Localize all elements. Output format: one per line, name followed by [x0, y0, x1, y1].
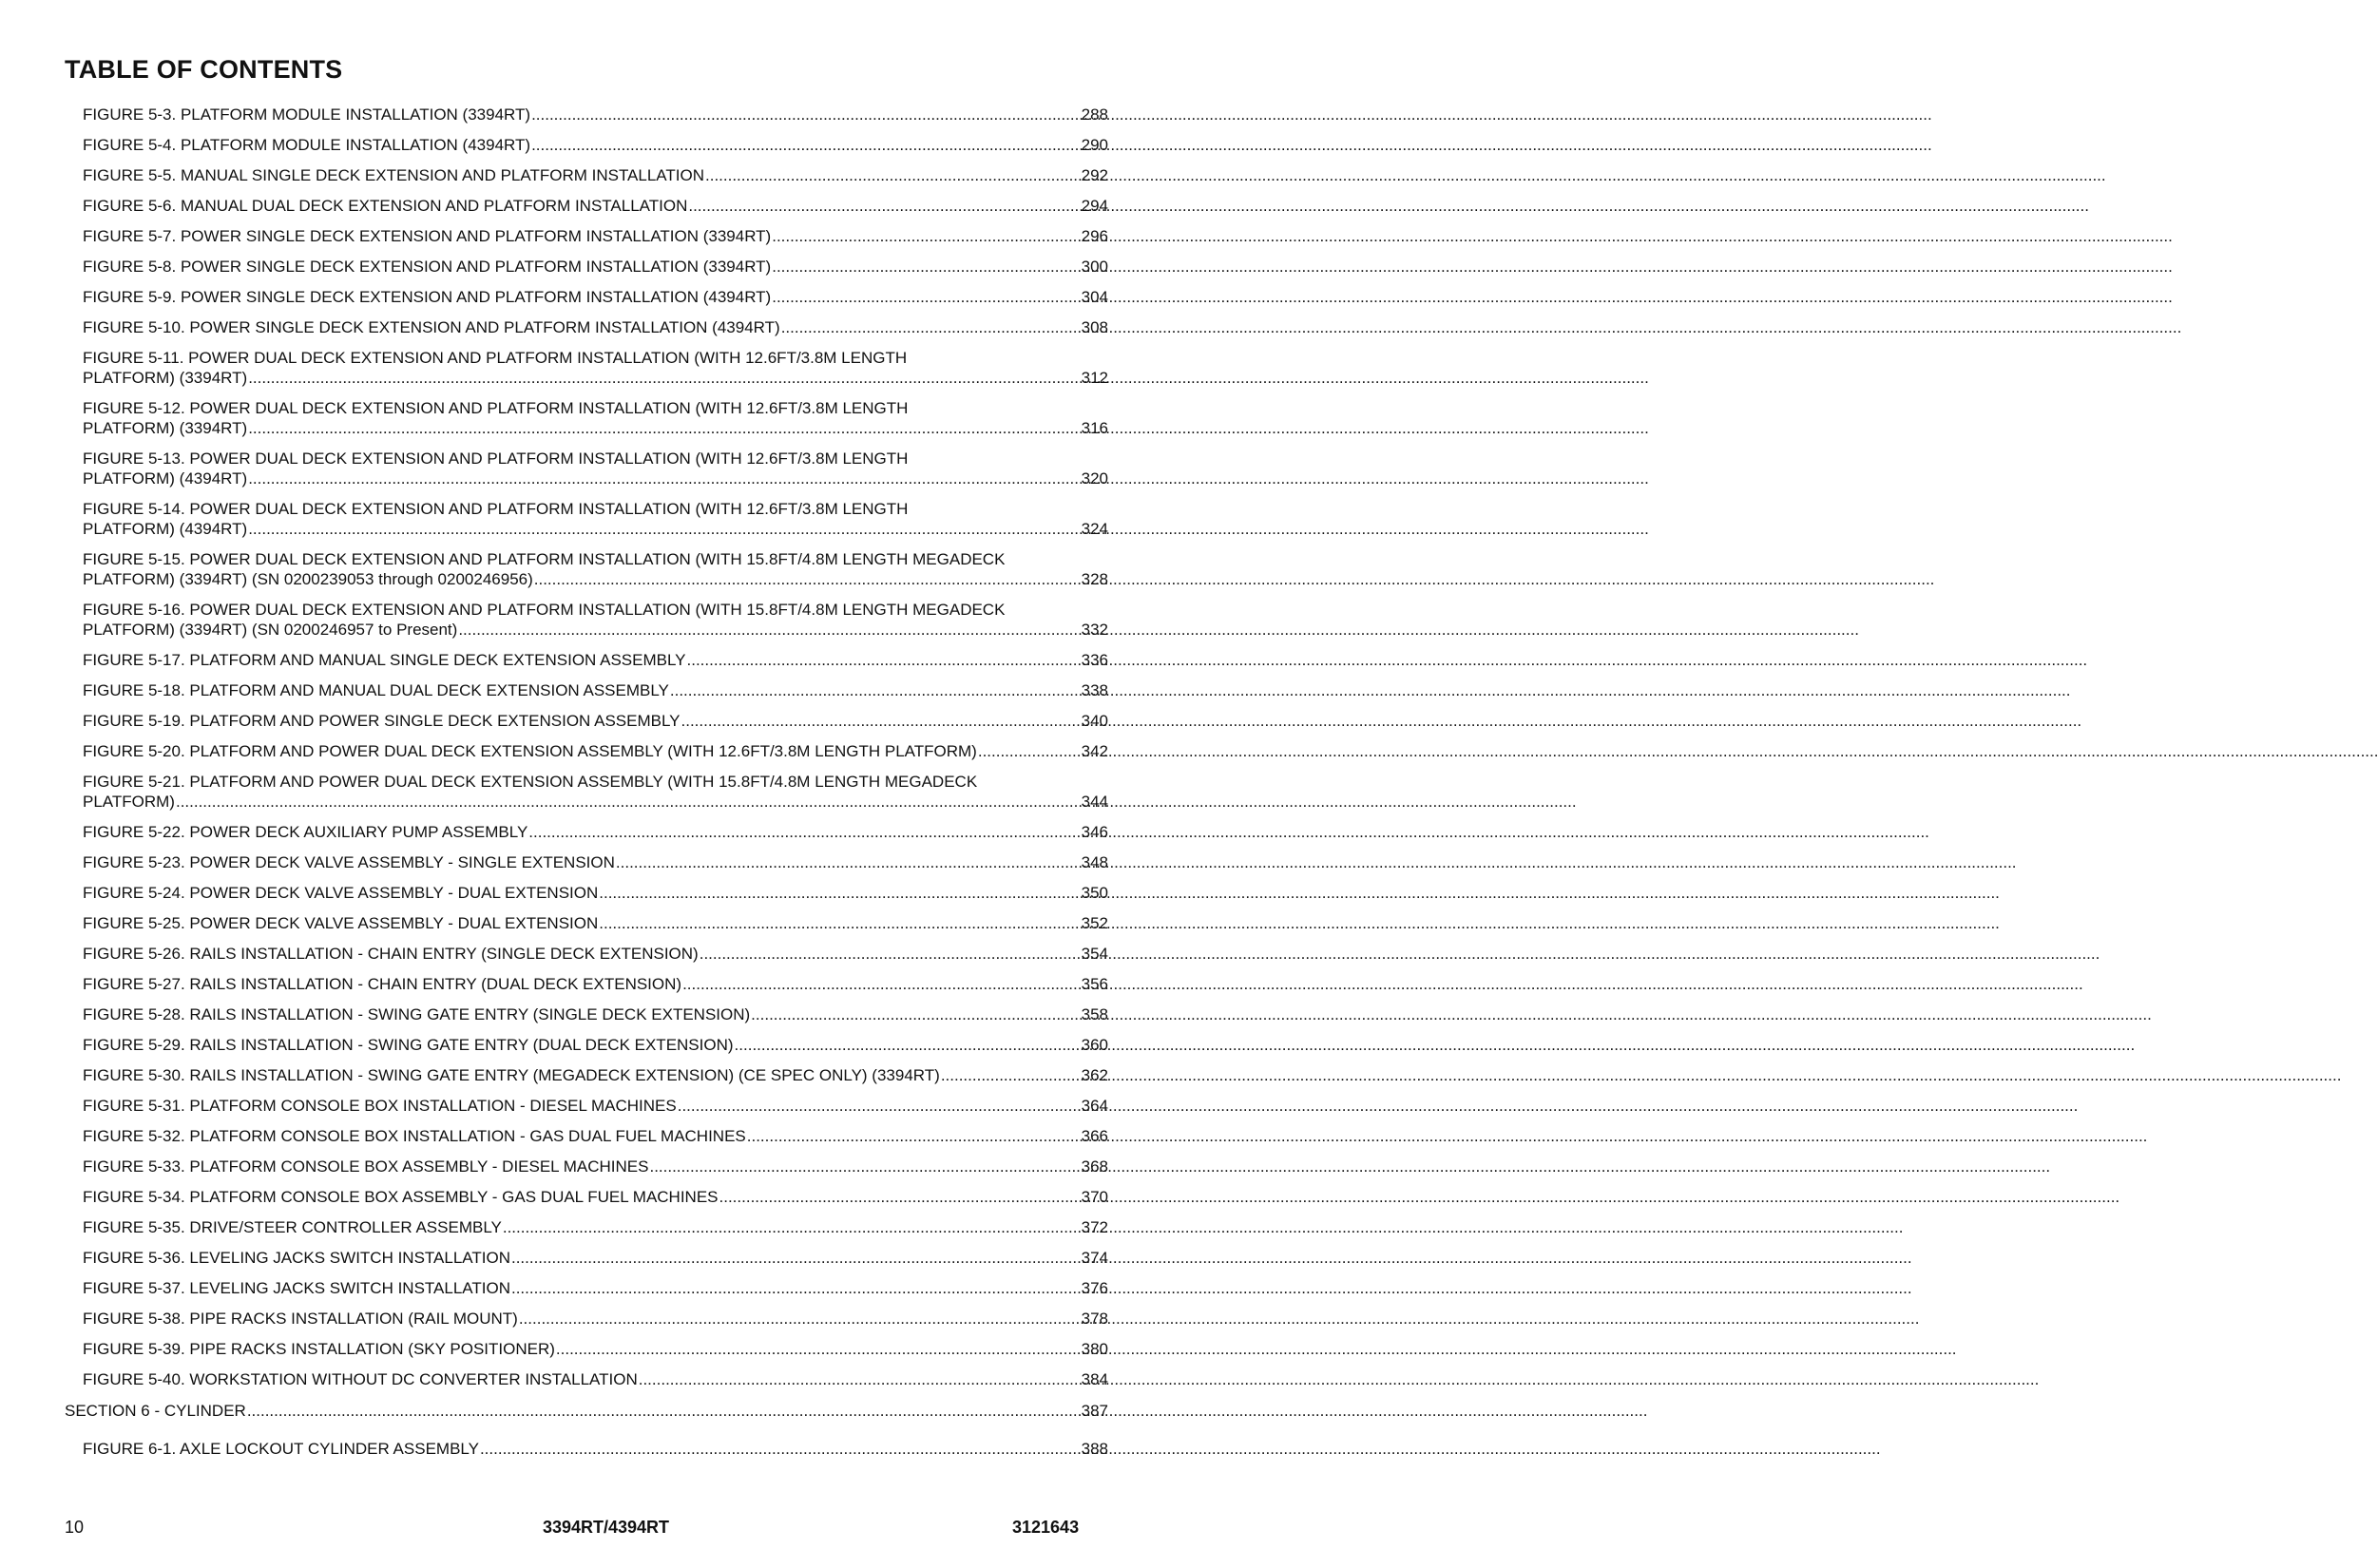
- toc-entry-title: FIGURE 5-18. PLATFORM AND MANUAL DUAL DECK EXTENSION ASSEMBLY: [83, 681, 669, 699]
- toc-entry-page: 380: [1081, 1340, 1108, 1358]
- toc-entry-title: PLATFORM) (3394RT): [83, 419, 248, 437]
- toc-figure-entry[interactable]: [65, 741, 1108, 761]
- toc-figure-entry[interactable]: [65, 549, 1108, 589]
- toc-figure-entry[interactable]: [65, 1439, 1108, 1459]
- toc-entry-page: 368: [1081, 1157, 1108, 1176]
- toc-figure-entry[interactable]: [65, 1248, 1108, 1268]
- dot-leader: [248, 368, 1080, 388]
- toc-figure-entry[interactable]: [65, 1369, 1108, 1389]
- toc-entry-page: 364: [1081, 1097, 1108, 1115]
- dot-leader: [735, 1035, 1081, 1055]
- dot-leader: [705, 165, 1081, 185]
- toc-figure-entry[interactable]: [65, 1096, 1108, 1116]
- toc-figure-entry[interactable]: [65, 257, 1108, 277]
- toc-entry-title: FIGURE 5-33. PLATFORM CONSOLE BOX ASSEMBLY - DIESEL MACHINES: [83, 1157, 649, 1176]
- dot-leader: [599, 883, 1080, 903]
- toc-entry-title: FIGURE 5-9. POWER SINGLE DECK EXTENSION AND PLATFORM INSTALLATION (4394RT): [83, 288, 772, 306]
- dot-leader: [682, 974, 1081, 994]
- dot-leader: [176, 792, 1081, 812]
- toc-entry-title: FIGURE 5-17. PLATFORM AND MANUAL SINGLE DECK EXTENSION ASSEMBLY: [83, 651, 686, 669]
- dot-leader: [534, 569, 1081, 589]
- toc-entry-title: FIGURE 5-7. POWER SINGLE DECK EXTENSION AND PLATFORM INSTALLATION (3394RT): [83, 227, 772, 245]
- toc-list: [65, 105, 1108, 1469]
- toc-figure-entry[interactable]: [65, 449, 1108, 488]
- dot-leader: [531, 135, 1081, 155]
- toc-entry-page: 296: [1081, 227, 1108, 245]
- toc-entry-title: FIGURE 5-4. PLATFORM MODULE INSTALLATION (4394RT): [83, 136, 531, 154]
- dot-leader: [616, 852, 1081, 872]
- toc-entry-page: 292: [1081, 166, 1108, 184]
- toc-entry-title: FIGURE 5-16. POWER DUAL DECK EXTENSION AND PLATFORM INSTALLATION (WITH 15.8FT/4.8M LENGTH MEGADECK: [83, 601, 1006, 619]
- toc-entry-title: FIGURE 5-15. POWER DUAL DECK EXTENSION AND PLATFORM INSTALLATION (WITH 15.8FT/4.8M LENGTH MEGADECK: [83, 550, 1006, 568]
- toc-entry-title: FIGURE 5-28. RAILS INSTALLATION - SWING GATE ENTRY (SINGLE DECK EXTENSION): [83, 1005, 751, 1023]
- toc-entry-title: PLATFORM): [83, 793, 175, 811]
- toc-entry-page: 362: [1081, 1066, 1108, 1084]
- toc-entry-title: FIGURE 5-12. POWER DUAL DECK EXTENSION AND PLATFORM INSTALLATION (WITH 12.6FT/3.8M LENGTH: [83, 399, 909, 417]
- toc-entry-page: 356: [1081, 975, 1108, 993]
- toc-entry-page: 374: [1081, 1249, 1108, 1267]
- dot-leader: [528, 822, 1080, 842]
- toc-entry-title: FIGURE 5-6. MANUAL DUAL DECK EXTENSION AND PLATFORM INSTALLATION: [83, 197, 688, 215]
- toc-entry-page: 336: [1081, 651, 1108, 669]
- dot-leader: [599, 913, 1080, 933]
- toc-figure-entry[interactable]: [65, 165, 1108, 185]
- toc-figure-entry[interactable]: [65, 105, 1108, 124]
- toc-entry-page: 328: [1081, 570, 1108, 588]
- toc-entry-title: PLATFORM) (4394RT): [83, 520, 248, 538]
- toc-figure-entry[interactable]: [65, 348, 1108, 388]
- dot-leader: [688, 196, 1080, 216]
- dot-leader: [511, 1248, 1081, 1268]
- toc-entry-title: FIGURE 5-20. PLATFORM AND POWER DUAL DECK EXTENSION ASSEMBLY (WITH 12.6FT/3.8M LENGTH PLATFORM): [83, 742, 977, 760]
- toc-entry-title: FIGURE 5-19. PLATFORM AND POWER SINGLE DECK EXTENSION ASSEMBLY: [83, 712, 681, 730]
- dot-leader: [678, 1096, 1081, 1116]
- toc-entry-page: 370: [1081, 1188, 1108, 1206]
- toc-entry-title: PLATFORM) (3394RT) (SN 0200239053 through 0200246956): [83, 570, 533, 588]
- toc-figure-entry[interactable]: [65, 1035, 1108, 1055]
- toc-section-entry[interactable]: [65, 1401, 1108, 1421]
- toc-entry-page: 332: [1081, 621, 1108, 639]
- toc-entry-page: 360: [1081, 1036, 1108, 1054]
- toc-figure-entry[interactable]: [65, 711, 1108, 731]
- toc-entry-title: FIGURE 6-1. AXLE LOCKOUT CYLINDER ASSEMBLY: [83, 1440, 479, 1458]
- toc-entry-page: 324: [1081, 520, 1108, 538]
- toc-figure-entry[interactable]: [65, 1004, 1108, 1024]
- toc-entry-title: FIGURE 5-5. MANUAL SINGLE DECK EXTENSION AND PLATFORM INSTALLATION: [83, 166, 704, 184]
- footer-doc-number: 3121643: [1012, 1518, 1080, 1537]
- toc-entry-title: FIGURE 5-10. POWER SINGLE DECK EXTENSION AND PLATFORM INSTALLATION (4394RT): [83, 318, 780, 336]
- dot-leader: [941, 1065, 1081, 1085]
- toc-entry-title: PLATFORM) (3394RT): [83, 369, 248, 387]
- toc-entry-page: 354: [1081, 945, 1108, 963]
- dot-leader: [751, 1004, 1080, 1024]
- dot-leader: [747, 1126, 1081, 1146]
- toc-entry-title: FIGURE 5-27. RAILS INSTALLATION - CHAIN ENTRY (DUAL DECK EXTENSION): [83, 975, 682, 993]
- dot-leader: [700, 944, 1081, 964]
- toc-entry-title: FIGURE 5-30. RAILS INSTALLATION - SWING GATE ENTRY (MEGADECK EXTENSION) (CE SPEC ONLY) (3394RT): [83, 1066, 940, 1084]
- toc-figure-entry[interactable]: [65, 499, 1108, 539]
- toc-figure-entry[interactable]: [65, 317, 1108, 337]
- toc-entry-page: 342: [1081, 742, 1108, 760]
- toc-entry-page: 316: [1081, 419, 1108, 437]
- toc-figure-entry[interactable]: [65, 1126, 1108, 1146]
- dot-leader: [649, 1157, 1080, 1176]
- toc-entry-page: 384: [1081, 1370, 1108, 1388]
- dot-leader: [670, 680, 1081, 700]
- dot-leader: [781, 317, 1081, 337]
- toc-figure-entry[interactable]: [65, 135, 1108, 155]
- toc-entry-page: 372: [1081, 1218, 1108, 1236]
- toc-figure-entry[interactable]: [65, 600, 1108, 640]
- toc-entry-page: 366: [1081, 1127, 1108, 1145]
- page-title: TABLE OF CONTENTS: [65, 55, 343, 84]
- toc-entry-title: FIGURE 5-36. LEVELING JACKS SWITCH INSTALLATION: [83, 1249, 510, 1267]
- toc-figure-entry[interactable]: [65, 1217, 1108, 1237]
- dot-leader: [531, 105, 1081, 124]
- toc-entry-page: 288: [1081, 105, 1108, 124]
- toc-entry-page: 358: [1081, 1005, 1108, 1023]
- toc-figure-entry[interactable]: [65, 650, 1108, 670]
- dot-leader: [772, 257, 1080, 277]
- toc-entry-title: FIGURE 5-3. PLATFORM MODULE INSTALLATION (3394RT): [83, 105, 531, 124]
- toc-entry-page: 320: [1081, 469, 1108, 488]
- toc-figure-entry[interactable]: [65, 1339, 1108, 1359]
- dot-leader: [248, 519, 1080, 539]
- toc-entry-page: 350: [1081, 884, 1108, 902]
- toc-entry-title: FIGURE 5-39. PIPE RACKS INSTALLATION (SKY POSITIONER): [83, 1340, 555, 1358]
- dot-leader: [247, 1401, 1081, 1421]
- toc-entry-page: 304: [1081, 288, 1108, 306]
- toc-figure-entry[interactable]: [65, 1309, 1108, 1329]
- toc-entry-title: FIGURE 5-23. POWER DECK VALVE ASSEMBLY - SINGLE EXTENSION: [83, 853, 615, 871]
- toc-figure-entry[interactable]: [65, 913, 1108, 933]
- dot-leader: [719, 1187, 1081, 1207]
- toc-entry-title: FIGURE 5-14. POWER DUAL DECK EXTENSION AND PLATFORM INSTALLATION (WITH 12.6FT/3.8M LENGTH: [83, 500, 909, 518]
- toc-entry-title: FIGURE 5-34. PLATFORM CONSOLE BOX ASSEMBLY - GAS DUAL FUEL MACHINES: [83, 1188, 719, 1206]
- toc-entry-title: FIGURE 5-40. WORKSTATION WITHOUT DC CONVERTER INSTALLATION: [83, 1370, 638, 1388]
- dot-leader: [248, 468, 1080, 488]
- toc-entry-title: PLATFORM) (4394RT): [83, 469, 248, 488]
- dot-leader: [248, 418, 1080, 438]
- toc-entry-title: FIGURE 5-11. POWER DUAL DECK EXTENSION AND PLATFORM INSTALLATION (WITH 12.6FT/3.8M LENGTH: [83, 349, 908, 367]
- toc-figure-entry[interactable]: [65, 944, 1108, 964]
- toc-figure-entry[interactable]: [65, 1187, 1108, 1207]
- dot-leader: [480, 1439, 1081, 1459]
- toc-entry-title: FIGURE 5-25. POWER DECK VALVE ASSEMBLY - DUAL EXTENSION: [83, 914, 599, 932]
- toc-entry-page: 348: [1081, 853, 1108, 871]
- toc-figure-entry[interactable]: [65, 772, 1108, 812]
- toc-entry-page: 308: [1081, 318, 1108, 336]
- dot-leader: [978, 741, 1081, 761]
- toc-entry-page: 312: [1081, 369, 1108, 387]
- toc-entry-page: 294: [1081, 197, 1108, 215]
- toc-entry-title: FIGURE 5-24. POWER DECK VALVE ASSEMBLY - DUAL EXTENSION: [83, 884, 599, 902]
- toc-entry-page: 300: [1081, 258, 1108, 276]
- toc-entry-title: SECTION 6 - CYLINDER: [65, 1402, 246, 1420]
- dot-leader: [681, 711, 1081, 731]
- dot-leader: [556, 1339, 1081, 1359]
- dot-leader: [687, 650, 1081, 670]
- toc-entry-title: FIGURE 5-22. POWER DECK AUXILIARY PUMP ASSEMBLY: [83, 823, 528, 841]
- toc-entry-title: FIGURE 5-38. PIPE RACKS INSTALLATION (RAIL MOUNT): [83, 1310, 518, 1328]
- toc-figure-entry[interactable]: [65, 1157, 1108, 1176]
- toc-entry-page: 290: [1081, 136, 1108, 154]
- toc-figure-entry[interactable]: [65, 196, 1108, 216]
- toc-entry-title: FIGURE 5-32. PLATFORM CONSOLE BOX INSTALLATION - GAS DUAL FUEL MACHINES: [83, 1127, 746, 1145]
- toc-entry-page: 352: [1081, 914, 1108, 932]
- dot-leader: [458, 620, 1080, 640]
- toc-entry-page: 387: [1081, 1402, 1108, 1420]
- toc-entry-page: 344: [1081, 793, 1108, 811]
- toc-entry-page: 338: [1081, 681, 1108, 699]
- toc-figure-entry[interactable]: [65, 226, 1108, 246]
- dot-leader: [511, 1278, 1081, 1298]
- toc-figure-entry[interactable]: [65, 398, 1108, 438]
- toc-entry-page: 388: [1081, 1440, 1108, 1458]
- dot-leader: [639, 1369, 1081, 1389]
- dot-leader: [519, 1309, 1081, 1329]
- toc-entry-title: FIGURE 5-31. PLATFORM CONSOLE BOX INSTALLATION - DIESEL MACHINES: [83, 1097, 677, 1115]
- toc-figure-entry[interactable]: [65, 852, 1108, 872]
- dot-leader: [503, 1217, 1081, 1237]
- toc-entry-title: FIGURE 5-8. POWER SINGLE DECK EXTENSION AND PLATFORM INSTALLATION (3394RT): [83, 258, 772, 276]
- toc-figure-entry[interactable]: [65, 287, 1108, 307]
- footer-model: 3394RT/4394RT: [542, 1518, 670, 1537]
- footer-page-number: 10: [65, 1518, 85, 1537]
- toc-figure-entry[interactable]: [65, 680, 1108, 700]
- toc-entry-title: FIGURE 5-35. DRIVE/STEER CONTROLLER ASSEMBLY: [83, 1218, 502, 1236]
- toc-entry-title: PLATFORM) (3394RT) (SN 0200246957 to Present): [83, 621, 458, 639]
- toc-figure-entry[interactable]: [65, 822, 1108, 842]
- toc-entry-title: FIGURE 5-26. RAILS INSTALLATION - CHAIN ENTRY (SINGLE DECK EXTENSION): [83, 945, 699, 963]
- toc-entry-title: FIGURE 5-13. POWER DUAL DECK EXTENSION AND PLATFORM INSTALLATION (WITH 12.6FT/3.8M LENGTH: [83, 449, 909, 468]
- toc-entry-title: FIGURE 5-29. RAILS INSTALLATION - SWING GATE ENTRY (DUAL DECK EXTENSION): [83, 1036, 734, 1054]
- toc-entry-page: 376: [1081, 1279, 1108, 1297]
- toc-entry-page: 378: [1081, 1310, 1108, 1328]
- toc-entry-title: FIGURE 5-21. PLATFORM AND POWER DUAL DECK EXTENSION ASSEMBLY (WITH 15.8FT/4.8M LENGTH MEGADECK: [83, 773, 978, 791]
- toc-figure-entry[interactable]: [65, 974, 1108, 994]
- toc-entry-title: FIGURE 5-37. LEVELING JACKS SWITCH INSTALLATION: [83, 1279, 510, 1297]
- toc-figure-entry[interactable]: [65, 883, 1108, 903]
- toc-entry-page: 340: [1081, 712, 1108, 730]
- dot-leader: [772, 287, 1080, 307]
- dot-leader: [772, 226, 1080, 246]
- toc-figure-entry[interactable]: [65, 1278, 1108, 1298]
- toc-entry-page: 346: [1081, 823, 1108, 841]
- toc-figure-entry[interactable]: [65, 1065, 1108, 1085]
